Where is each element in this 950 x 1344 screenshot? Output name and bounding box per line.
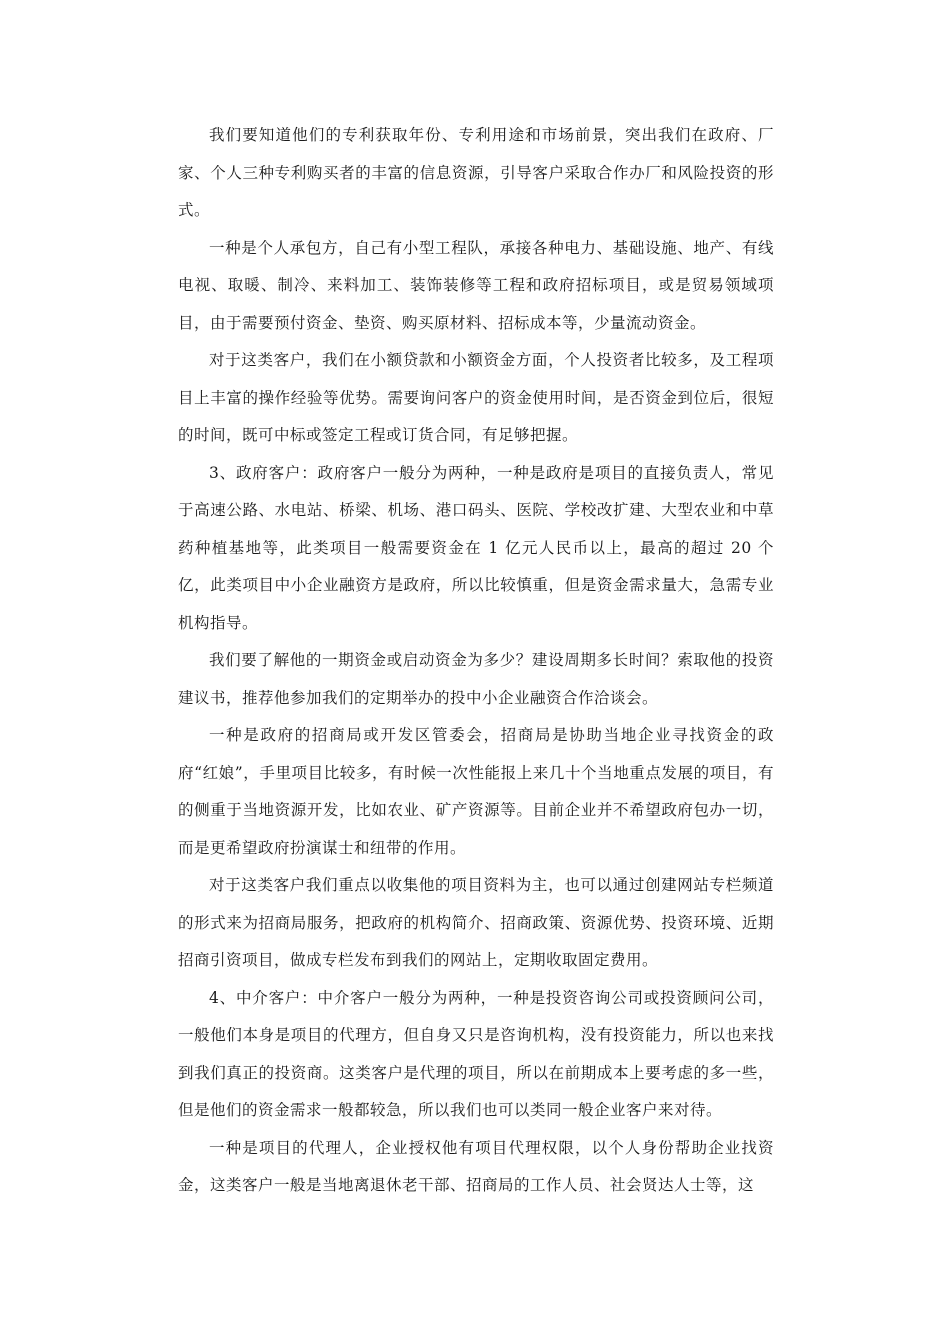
paragraph-government-clients: 3、政府客户：政府客户一般分为两种，一种是政府是项目的直接负责人，常见于高速公路、水电站、桥梁、机场、港口码头、医院、学校改扩建、大型农业和中草药种植基地等，此类项目一般需要资金在 1 亿元人民币以上，最高的超过 20 个亿，此类项目中小企业融资方是政府，所以比较慎重，但是资金需求量大，急需专业机构指导。 (178, 463, 774, 632)
paragraph-initial-funding: 我们要了解他的一期资金或启动资金为多少？建设周期多长时间？索取他的投资建议书，推荐他参加我们的定期举办的投中小企业融资合作洽谈会。 (178, 651, 774, 707)
paragraph-investment-bureau: 一种是政府的招商局或开发区管委会，招商局是协助当地企业寻找资金的政府“红娘”，手里项目比较多，有时候一次性能报上来几十个当地重点发展的项目，有的侧重于当地资源开发，比如农业、矿产资源等。目前企业并不希望政府包办一切，而是更希望政府扮演谋士和纽带的作用。 (178, 726, 774, 857)
paragraph-individual-contractor: 一种是个人承包方，自己有小型工程队，承接各种电力、基础设施、地产、有线电视、取暖、制冷、来料加工、装饰装修等工程和政府招标项目，或是贸易领域项目，由于需要预付资金、垫资、购买原材料、招标成本等，少量流动资金。 (178, 238, 774, 332)
paragraph-website-column: 对于这类客户我们重点以收集他的项目资料为主，也可以通过创建网站专栏频道的形式来为招商局服务，把政府的机构简介、招商政策、资源优势、投资环境、近期招商引资项目，做成专栏发布到我们的网站上，定期收取固定费用。 (178, 876, 774, 969)
paragraph-small-loans: 对于这类客户，我们在小额贷款和小额资金方面，个人投资者比较多，及工程项目上丰富的操作经验等优势。需要询问客户的资金使用时间，是否资金到位后，很短的时间，既可中标或签定工程或订货合同，有足够把握。 (178, 351, 774, 444)
paragraph-project-agent: 一种是项目的代理人，企业授权他有项目代理权限，以个人身份帮助企业找资金，这类客户一般是当地离退休老干部、招商局的工作人员、社会贤达人士等，这 (178, 1138, 774, 1194)
paragraph-intermediary-clients: 4、中介客户：中介客户一般分为两种，一种是投资咨询公司或投资顾问公司，一般他们本身是项目的代理方，但自身又只是咨询机构，没有投资能力，所以也来找到我们真正的投资商。这类客户是代理的项目，所以在前期成本上要考虑的多一些，但是他们的资金需求一般都较急，所以我们也可以类同一般企业客户来对待。 (178, 988, 774, 1119)
document-body (178, 117, 774, 1205)
paragraph-patent-buyers: 我们要知道他们的专利获取年份、专利用途和市场前景，突出我们在政府、厂家、个人三种专利购买者的丰富的信息资源，引导客户采取合作办厂和风险投资的形式。 (178, 126, 774, 219)
